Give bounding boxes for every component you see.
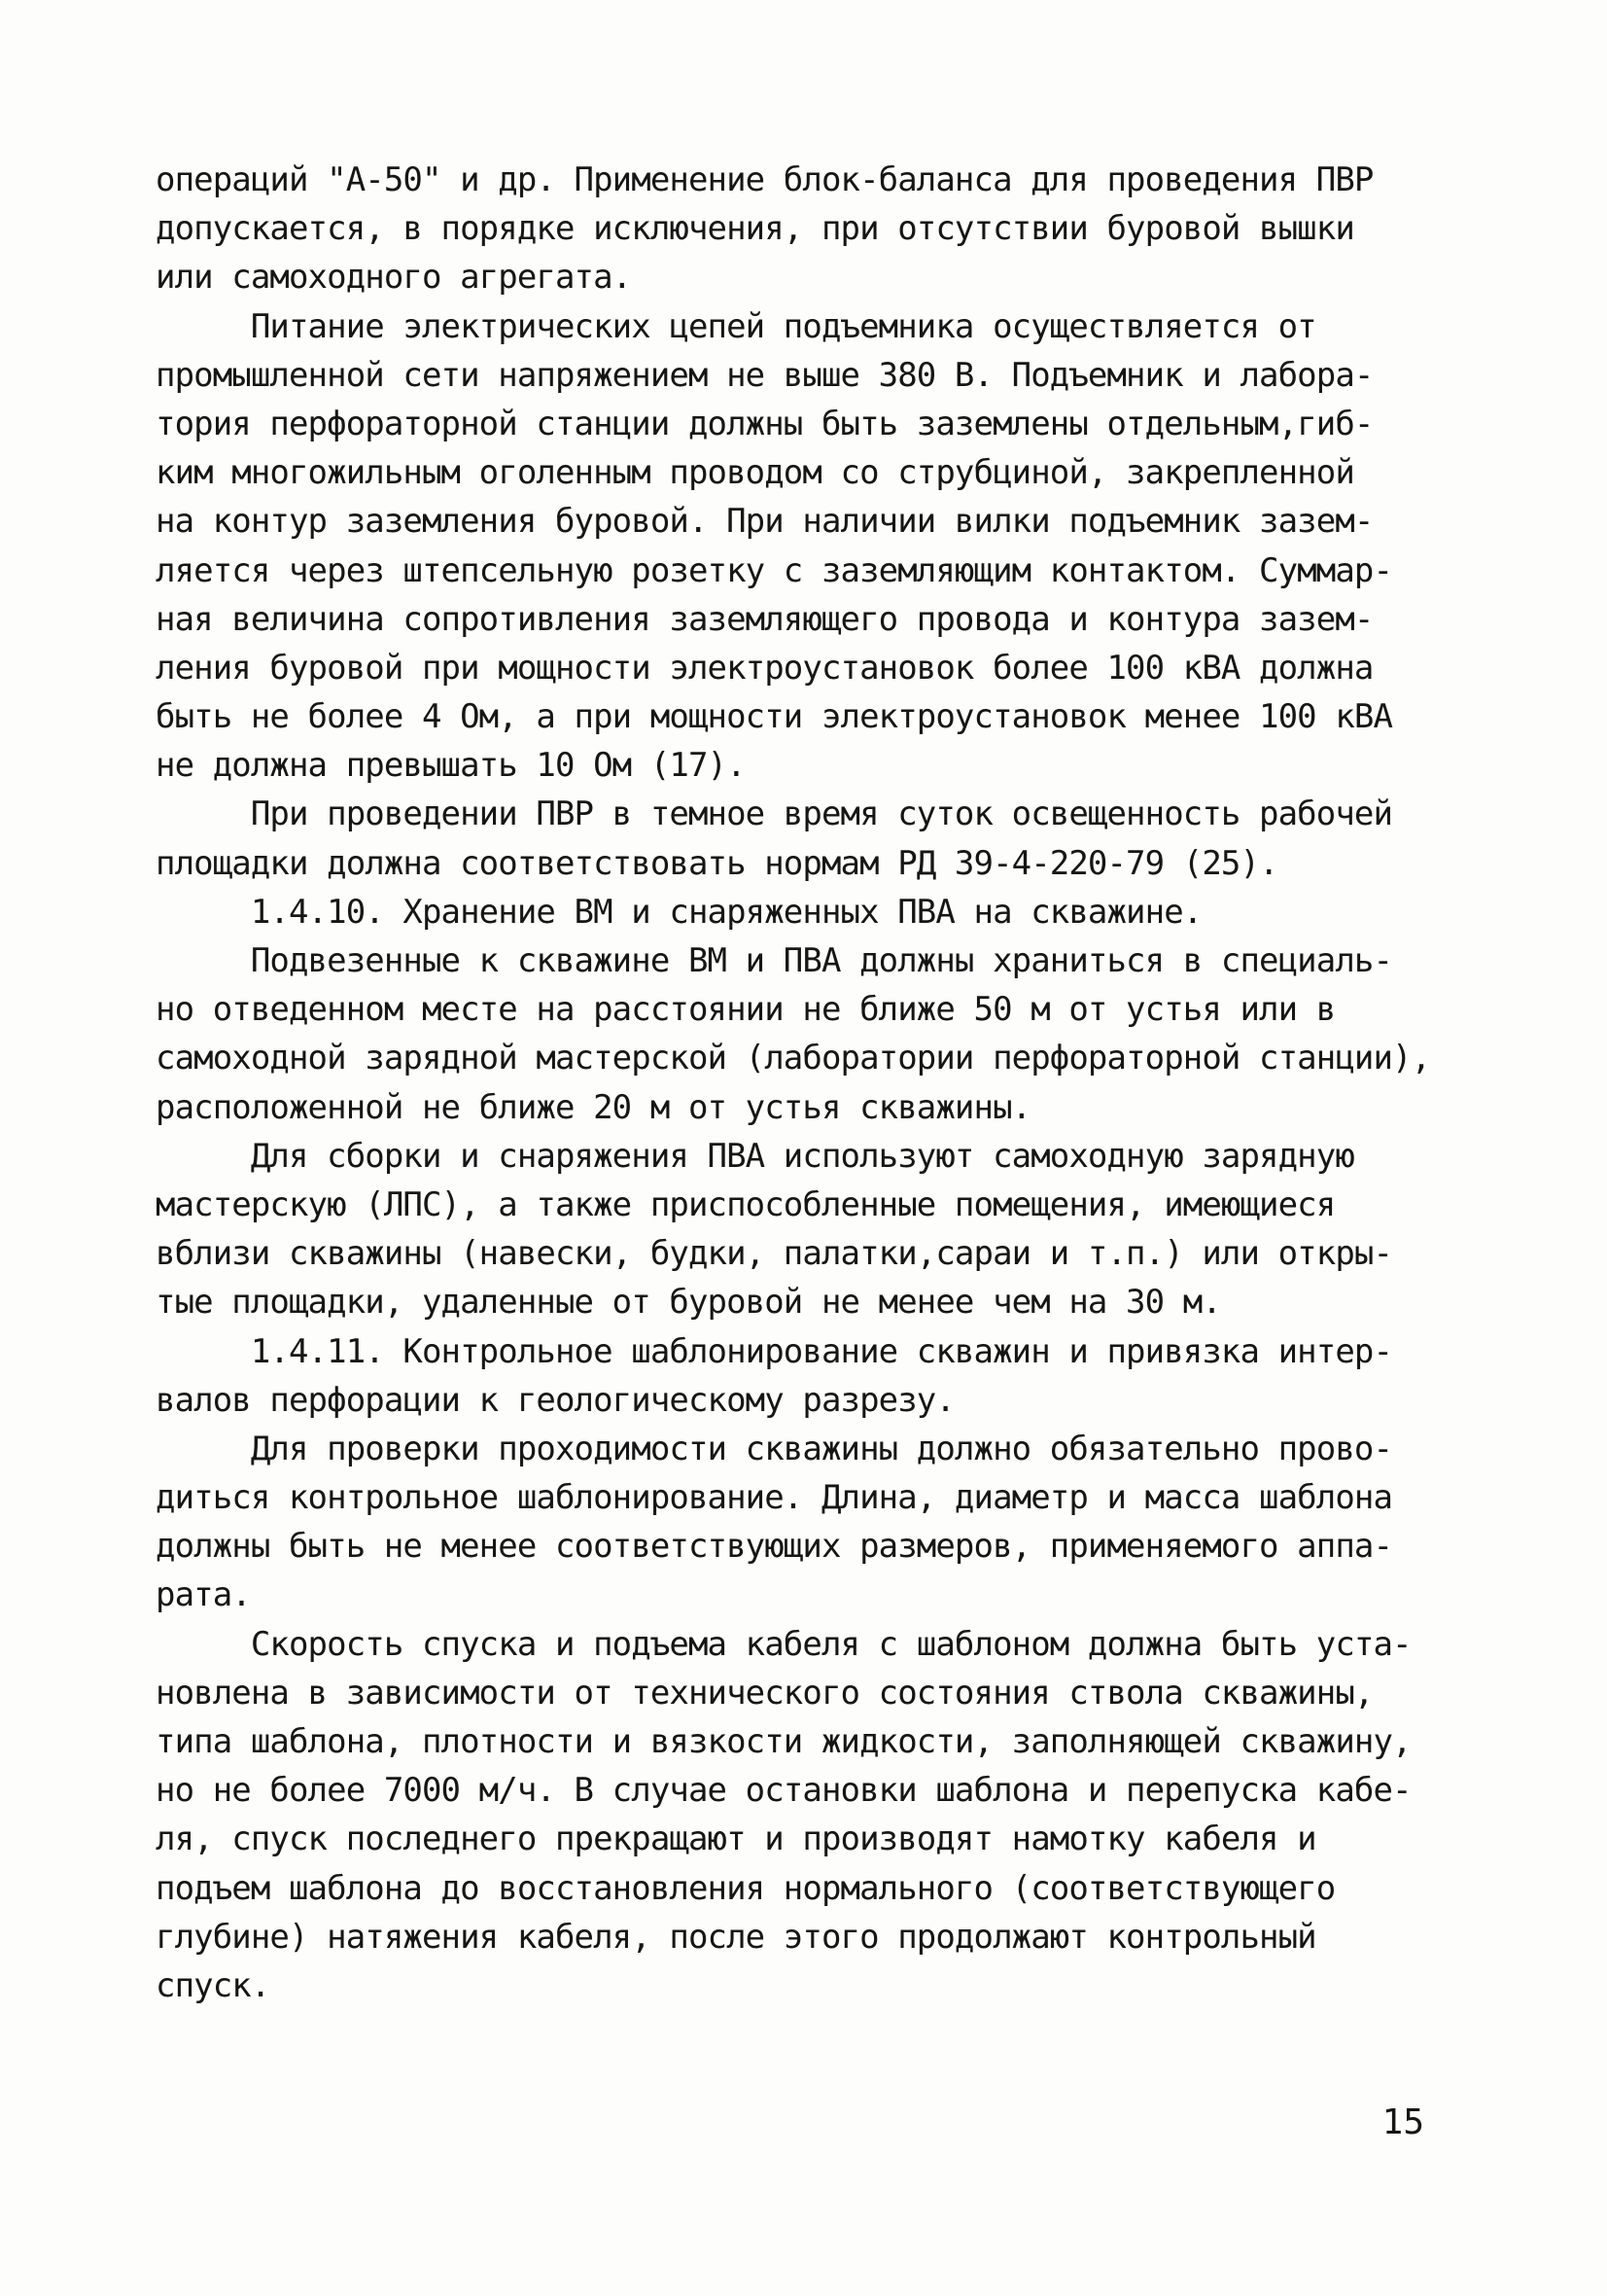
text-line: самоходной зарядной мастерской (лаборатории перфораторной станции), <box>156 1039 1431 1078</box>
text-line: быть не более 4 Ом, а при мощности электроустановок менее 100 кВА <box>156 697 1393 737</box>
text-line: диться контрольное шаблонирование. Длина, диаметр и масса шаблона <box>156 1478 1393 1518</box>
text-line: на контур заземления буровой. При наличии вилки подъемник зазем- <box>156 502 1374 542</box>
text-line: спуск. <box>156 1965 270 2005</box>
text-line: Скорость спуска и подъема кабеля с шаблоном должна быть уста- <box>156 1624 1412 1664</box>
text-line: промышленной сети напряжением не выше 380 В. Подъемник и лабора- <box>156 355 1374 395</box>
text-line: типа шаблона, плотности и вязкости жидкости, заполняющей скважину, <box>156 1722 1412 1761</box>
text-line: операций "А-50" и др. Применение блок-баланса для проведения ПВР <box>156 160 1374 199</box>
text-line: допускается, в порядке исключения, при отсутствии буровой вышки <box>156 209 1354 249</box>
text-line: тые площадки, удаленные от буровой не менее чем на 30 м. <box>156 1283 1221 1323</box>
section-heading-1-4-10: 1.4.10. Хранение ВМ и снаряженных ПВА на скважине. <box>156 892 1203 932</box>
text-line: Питание электрических цепей подъемника осуществляется от <box>156 306 1316 346</box>
text-line: При проведении ПВР в темное время суток освещенность рабочей <box>156 795 1393 834</box>
text-line: тория перфораторной станции должны быть заземлены отдельным,гиб- <box>156 404 1374 443</box>
text-line: расположенной не ближе 20 м от устья скважины. <box>156 1087 1031 1127</box>
page-number: 15 <box>1381 2102 1424 2142</box>
text-line: рата. <box>156 1575 251 1615</box>
text-line: но не более 7000 м/ч. В случае остановки шаблона и перепуска кабе- <box>156 1771 1412 1811</box>
text-line: или самоходного агрегата. <box>156 258 632 298</box>
text-line: ляется через штепсельную розетку с заземляющим контактом. Суммар- <box>156 550 1393 590</box>
text-line: ля, спуск последнего прекращают и производят намотку кабеля и <box>156 1819 1316 1859</box>
text-line: мастерскую (ЛПС), а также приспособленные помещения, имеющиеся <box>156 1184 1336 1224</box>
text-line: глубине) натяжения кабеля, после этого продолжают контрольный <box>156 1917 1316 1957</box>
section-heading-1-4-11: 1.4.11. Контрольное шаблонирование скважин и привязка интер- <box>156 1331 1393 1371</box>
text-line: ления буровой при мощности электроустановок более 100 кВА должна <box>156 648 1374 688</box>
text-line: но отведенном месте на расстоянии не ближе 50 м от устья или в <box>156 990 1336 1030</box>
text-line: ким многожильным оголенным проводом со струбциной, закрепленной <box>156 453 1354 493</box>
text-line: не должна превышать 10 Ом (17). <box>156 746 746 786</box>
text-line: ная величина сопротивления заземляющего провода и контура зазем- <box>156 599 1374 639</box>
text-line: Для сборки и снаряжения ПВА используют самоходную зарядную <box>156 1136 1354 1176</box>
text-line: новлена в зависимости от технического состояния ствола скважины, <box>156 1673 1374 1713</box>
text-line: Подвезенные к скважине ВМ и ПВА должны храниться в специаль- <box>156 941 1393 980</box>
text-line: валов перфорации к геологическому разрезу. <box>156 1380 955 1420</box>
text-line: вблизи скважины (навески, будки, палатки,сараи и т.п.) или откры- <box>156 1234 1393 1274</box>
text-line: Для проверки проходимости скважины должно обязательно прово- <box>156 1429 1393 1468</box>
text-line: подъем шаблона до восстановления нормального (соответствующего <box>156 1868 1336 1908</box>
text-line: должны быть не менее соответствующих размеров, применяемого аппа- <box>156 1527 1393 1567</box>
document-body <box>156 156 1458 2010</box>
text-line: площадки должна соответствовать нормам РД 39-4-220-79 (25). <box>156 843 1278 883</box>
